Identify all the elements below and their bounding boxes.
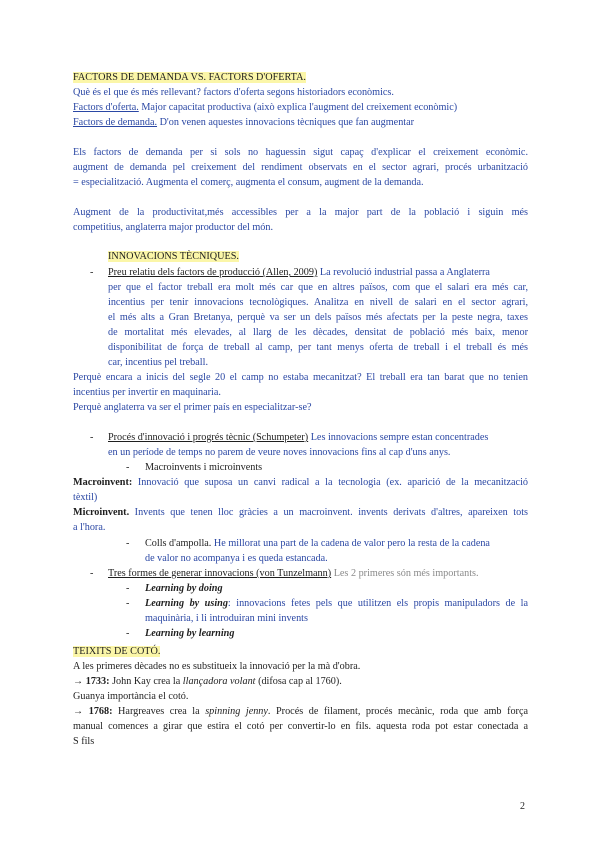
teixits-hargreaves-line: → 1768: Hargreaves crea la spinning jenny. Procés de filament, procés mecànic, roda que amb força (73, 706, 528, 717)
intro-oferta: Factors d'oferta. Major capacitat productiva (això explica l'augment del creixement econòmic) (73, 102, 458, 113)
bullet-dash: - (126, 462, 130, 473)
learning-by-learning: Learning by learning (145, 628, 235, 639)
bullet-dash: - (90, 267, 94, 278)
page-number: 2 (520, 801, 525, 812)
colls-ampolla-line: de valor no acompanya i es queda estancada. (145, 553, 328, 564)
allen-first-line: Preu relatiu dels factors de producció (Allen, 2009) La revolució industrial passa a Anglaterra (108, 267, 490, 278)
macroinvent-line: Macroinvent: Innovació que suposa un canvi radical a la tecnologia (ex. aparició de la mecanització (73, 477, 528, 488)
microinvent-line: a l'hora. (73, 522, 106, 533)
bullet-dash: - (90, 568, 94, 579)
allen-line: el més alts a Gran Bretanya, perquè va ser un dels països més afectats per la peste negra, taxes (108, 312, 528, 323)
question-camp: incentius per invertir en maquinaria. (73, 387, 221, 398)
learning-by-using-cont: maquinària, i li introduiran mini invents (145, 613, 308, 624)
learning-by-doing: Learning by doing (145, 583, 223, 594)
tres-formes-line: Tres formes de generar innovacions (von Tunzelmann) Les 2 primeres són més importants. (108, 568, 479, 579)
microinvent-line: Microinvent. Invents que tenen lloc gràcies a un macroinvent. invents derivats d'altres, apareixen tots (73, 507, 528, 518)
para1-line: augment de demanda pel creixement del rendiment observats en el sector agrari, procés urbanització (73, 162, 528, 173)
allen-line: car, incentius pel treball. (108, 357, 209, 368)
para1-line: Els factors de demanda per si sols no haguessin sigut capaç d'explicar el creixement econòmic. (73, 147, 528, 158)
learning-by-using: Learning by using: innovacions fetes pels que utilitzen els propis manipuladors de la (145, 598, 528, 609)
allen-line: de mortalitat més elevades, al llarg de les dècades, densitat de població més baix, menor (108, 327, 528, 338)
schumpeter-first-line: Procés d'innovació i progrés tècnic (Schumpeter) Les innovacions sempre estan concentrades (108, 432, 489, 443)
teixits-line: A les primeres dècades no es substitueix la innovació per la mà d'obra. (73, 661, 361, 672)
bullet-dash: - (126, 598, 130, 609)
para2-line: competitius, anglaterra major productor del món. (73, 222, 274, 233)
teixits-line: manual comences a girar que estira el cotó per convertir-lo en fils. aquesta roda pot estar conectada a (73, 721, 528, 732)
schumpeter-line: en un període de temps no parem de veure noves innovacions fins al cap d'uns anys. (108, 447, 451, 458)
allen-line: per que el factor treball era molt més car que en altres països, com que el salari era més car, (108, 282, 528, 293)
section-title-teixits: TEIXITS DE COTÓ. (73, 646, 161, 657)
question-anglaterra: Perquè anglaterra va ser el primer país en especialitzar-se? (73, 402, 312, 413)
teixits-kay-line: → 1733: John Kay crea la llançadora volant (difosa cap al 1760). (73, 676, 342, 687)
bullet-dash: - (126, 628, 130, 639)
bullet-dash: - (126, 538, 130, 549)
section-title-innovacions: INNOVACIONS TÈCNIQUES. (108, 251, 239, 262)
intro-demanda: Factors de demanda. D'on venen aquestes innovacions tècniques que fan augmentar (73, 117, 415, 128)
allen-line: disponibilitat de força de treball al camp, per tant menys oferta de treball i el treball és més (108, 342, 528, 353)
bullet-dash: - (126, 583, 130, 594)
colls-ampolla-line: Colls d'ampolla. He millorat una part de la cadena de valor pero la resta de la cadena (145, 538, 490, 549)
allen-line: incentius per tenir innovacions tecnològiques. Analitza en nivell de salari en el sector agrari, (108, 297, 528, 308)
bullet-dash: - (90, 432, 94, 443)
teixits-line: S fils (73, 736, 95, 747)
intro-question: Què és el que és més rellevant? factors d'oferta segons historiadors econòmics. (73, 87, 394, 98)
macroinvent-line: tèxtil) (73, 492, 98, 503)
section-title-demand: FACTORS DE DEMANDA VS. FACTORS D'OFERTA. (73, 72, 306, 83)
schumpeter-sub: Macroinvents i microinvents (145, 462, 263, 473)
para1-line: = especialització. Augmenta el comerç, augmenta el consum, augment de la demanda. (73, 177, 424, 188)
question-camp: Perquè encara a inicis del segle 20 el camp no estaba mecanitzat? El treball era tan barat que no tenien (73, 372, 528, 383)
para2-line: Augment de la productivitat,més accessibles per a la major part de la població i siguin més (73, 207, 528, 218)
teixits-line: Guanya importància el cotó. (73, 691, 189, 702)
